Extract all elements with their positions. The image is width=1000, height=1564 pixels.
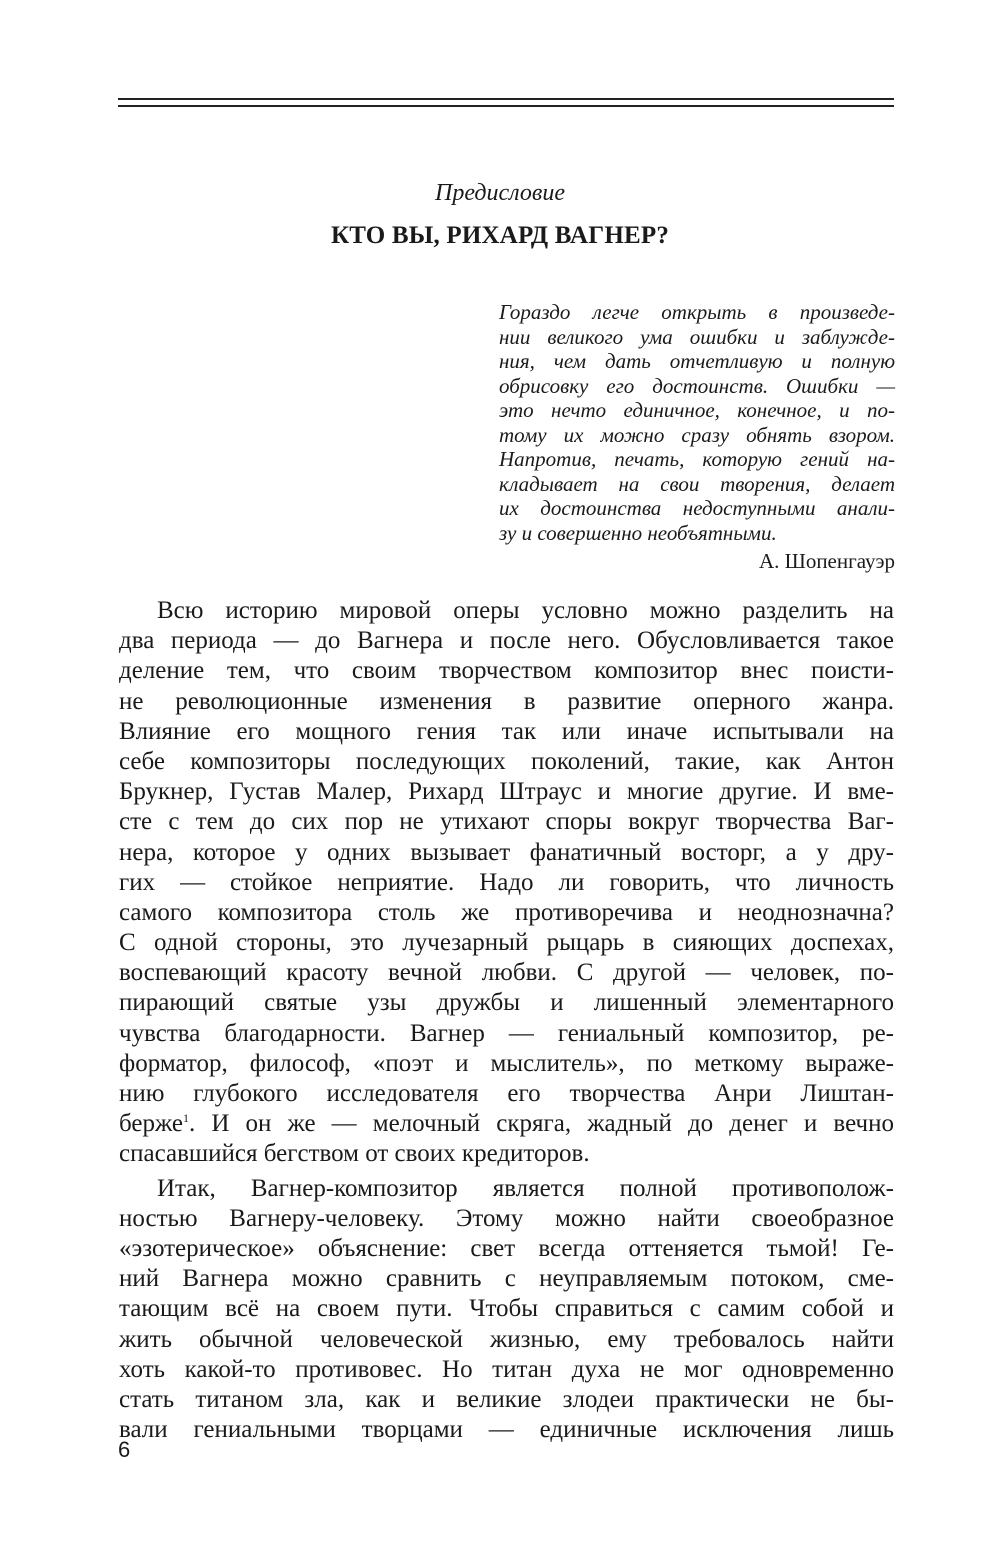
text-line: ностью Вагнеру-человеку. Этому можно найти своеобразное (119, 1204, 894, 1232)
text-line: чувства благодарности. Вагнер — гениальный композитор, ре- (119, 1019, 894, 1047)
body-text (119, 596, 894, 1445)
footnote-line-end: . И он же — мелочный скряга, жадный до денег и вечно (189, 1110, 894, 1138)
header-rule-top (118, 98, 894, 100)
footnote-marker[interactable]: 1 (183, 1111, 190, 1126)
text-line: нера, которое у одних вызывает фанатичный восторг, а у дру- (119, 838, 894, 866)
text-line: «эзотерическое» объяснение: свет всегда оттеняется тьмой! Ге- (119, 1234, 894, 1262)
text-line: Всю историю мировой оперы условно можно разделить на (157, 597, 894, 624)
text-line: вали гениальными творцами — единичные исключения лишь (119, 1416, 894, 1444)
text-line: тающим всё на своем пути. Чтобы справиться с самим собой и (119, 1295, 894, 1323)
text-line: гих — стойкое неприятие. Надо ли говорить, что личность (119, 868, 894, 896)
text-line: хоть какой-то противовес. Но титан духа не мог одновременно (119, 1355, 894, 1383)
chapter-title: КТО ВЫ, РИХАРД ВАГНЕР? (330, 222, 670, 249)
text-line: самого композитора столь же противоречива и неоднозначна? (119, 898, 894, 926)
text-line: ний Вагнера можно сравнить с неуправляемым потоком, сме- (119, 1265, 894, 1293)
text-line: воспевающий красоту вечной любви. С другой — человек, по- (119, 959, 894, 987)
text-line: нию глубокого исследователя его творчества Анри Лиштан- (119, 1080, 894, 1107)
epigraph-author: А. Шопенгауэр (758, 549, 895, 573)
epigraph-line: кладывает на свои творения, делает (499, 471, 895, 496)
text-line: себе композиторы последующих поколений, такие, как Антон (119, 747, 894, 775)
text-line: жить обычной человеческой жизнью, ему требовалось найти (119, 1325, 894, 1353)
epigraph-line: нии великого ума ошибки и заблужде- (499, 324, 895, 349)
epigraph-line: обрисовку его достоинств. Ошибки — (499, 373, 895, 398)
section-label: Предисловие (434, 180, 565, 206)
header-rule-bottom (118, 105, 894, 107)
epigraph-line: Гораздо легче открыть в произведе- (499, 300, 895, 324)
text-line: форматор, философ, «поэт и мыслитель», по меткому выраже- (119, 1049, 894, 1077)
paragraph-1 (119, 596, 894, 1170)
epigraph-line: их достоинства недоступными анали- (499, 496, 895, 520)
text-line: стать титаном зла, как и великие злодеи практически не бы- (119, 1385, 894, 1413)
text-line-with-footnote (119, 1109, 894, 1139)
text-line: два периода — до Вагнера и после него. Обусловливается такое (119, 627, 894, 655)
text-line: пирающий святые узы дружбы и лишенный элементарного (119, 989, 894, 1017)
text-line: Влияние его мощного гения так или иначе испытывали на (119, 717, 894, 745)
epigraph (499, 300, 895, 574)
text-line: деление тем, что своим творчеством композитор внес поисти- (119, 657, 894, 685)
epigraph-line: тому их можно сразу обнять взором. (499, 422, 895, 447)
epigraph-line: зу и совершенно необъятными. (499, 520, 777, 545)
text-line: спасавшийся бегством от своих кредиторов. (119, 1140, 590, 1168)
epigraph-line: это нечто единичное, конечное, и по- (499, 398, 895, 422)
text-line: не революционные изменения в развитие оперного жанра. (119, 687, 894, 715)
epigraph-line: Напротив, печать, которую гений на- (499, 447, 895, 471)
text-line: С одной стороны, это лучезарный рыцарь в сияющих доспехах, (119, 929, 894, 957)
page-number: 6 (118, 1437, 131, 1462)
text-line: сте с тем до сих пор не утихают споры вокруг творчества Ваг- (119, 808, 894, 836)
paragraph-2 (119, 1174, 894, 1446)
text-line: Итак, Вагнер-композитор является полной противополож- (157, 1174, 894, 1202)
epigraph-line: ния, чем дать отчетливую и полную (499, 349, 895, 373)
footnote-line-start: берже (119, 1110, 184, 1138)
text-line: Брукнер, Густав Малер, Рихард Штраус и многие другие. И вме- (119, 778, 894, 806)
